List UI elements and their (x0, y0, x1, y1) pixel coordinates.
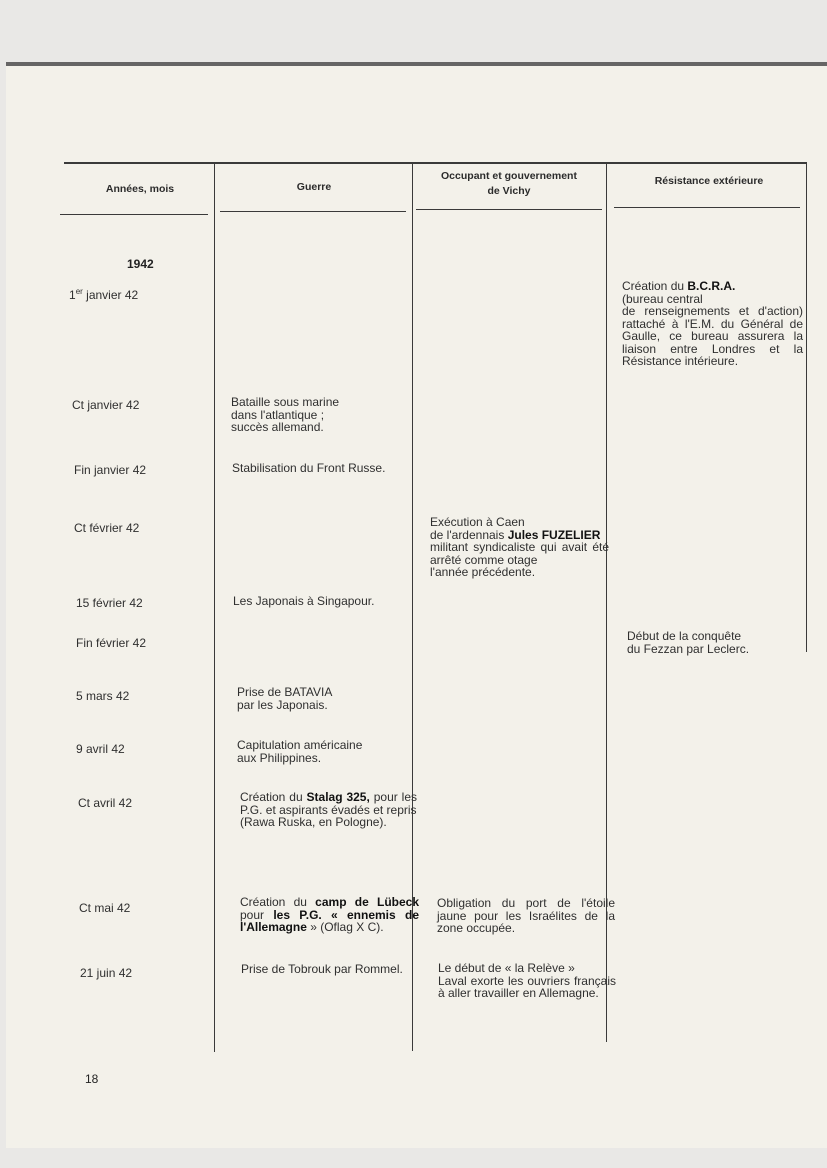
resistance-cell-5: Début de la conquête du Fezzan par Leclerc. (627, 629, 750, 656)
guerre-cell-6: Prise de BATAVIA par les Japonais. (237, 685, 333, 712)
table-top-rule (64, 162, 807, 164)
column-divider-4 (806, 162, 807, 652)
page-number: 18 (85, 1072, 99, 1086)
header-rule-guerre (220, 211, 406, 212)
date-row-1: Ct janvier 42 (72, 398, 140, 412)
column-divider-1 (214, 164, 215, 1052)
resistance-cell-0: Création du B.C.R.A. (bureau central de renseignements et d'action) rattaché à l'E.M. du Général de Gaulle, ce bureau assurera la liaison entre Londres et la Résistance intérieure. (622, 279, 803, 368)
date-row-6: 5 mars 42 (76, 689, 130, 703)
guerre-cell-4: Les Japonais à Singapour. (233, 594, 375, 608)
date-row-9: Ct mai 42 (79, 901, 131, 915)
date-row-7: 9 avril 42 (76, 742, 125, 756)
date-row-0: 1er janvier 42 (69, 287, 139, 302)
guerre-cell-1: Bataille sous marine dans l'atlantique ; succès allemand. (231, 395, 340, 434)
occupant-cell-10: Le début de « la Relève » Laval exorte les ouvriers français à aller travailler en Allemagne. (438, 961, 616, 1000)
year-label: 1942 (127, 257, 154, 271)
header-annees: Années, mois (105, 183, 175, 195)
header-guerre: Guerre (296, 181, 332, 193)
date-row-4: 15 février 42 (76, 596, 143, 610)
header-occupant: Occupant et gouvernement de Vichy (441, 170, 577, 197)
date-row-8: Ct avril 42 (78, 796, 133, 810)
guerre-cell-2: Stabilisation du Front Russe. (232, 461, 386, 475)
date-row-5: Fin février 42 (76, 636, 147, 650)
header-resistance: Résistance extérieure (654, 175, 764, 187)
date-row-3: Ct février 42 (74, 521, 140, 535)
occupant-cell-9: Obligation du port de l'étoile jaune pour les Israélites de la zone occupée. (437, 896, 615, 935)
guerre-cell-7: Capitulation américaine aux Philippines. (237, 738, 363, 765)
date-row-2: Fin janvier 42 (74, 463, 147, 477)
date-row-10: 21 juin 42 (80, 966, 133, 980)
guerre-cell-10: Prise de Tobrouk par Rommel. (241, 962, 403, 976)
occupant-cell-3: Exécution à Caen de l'ardennais Jules FUZELIER militant syndicaliste qui avait été arrêté comme otage l'année précédente. (430, 515, 609, 579)
header-rule-annees (60, 214, 208, 215)
guerre-cell-8: Création du Stalag 325, pour les P.G. et aspirants évadés et repris (Rawa Ruska, en Pologne). (240, 790, 417, 829)
header-rule-occupant (416, 209, 602, 210)
guerre-cell-9: Création du camp de Lübeck pour les P.G. « ennemis de l'Allemagne » (Oflag X C). (240, 895, 419, 934)
header-rule-resistance (614, 207, 800, 208)
